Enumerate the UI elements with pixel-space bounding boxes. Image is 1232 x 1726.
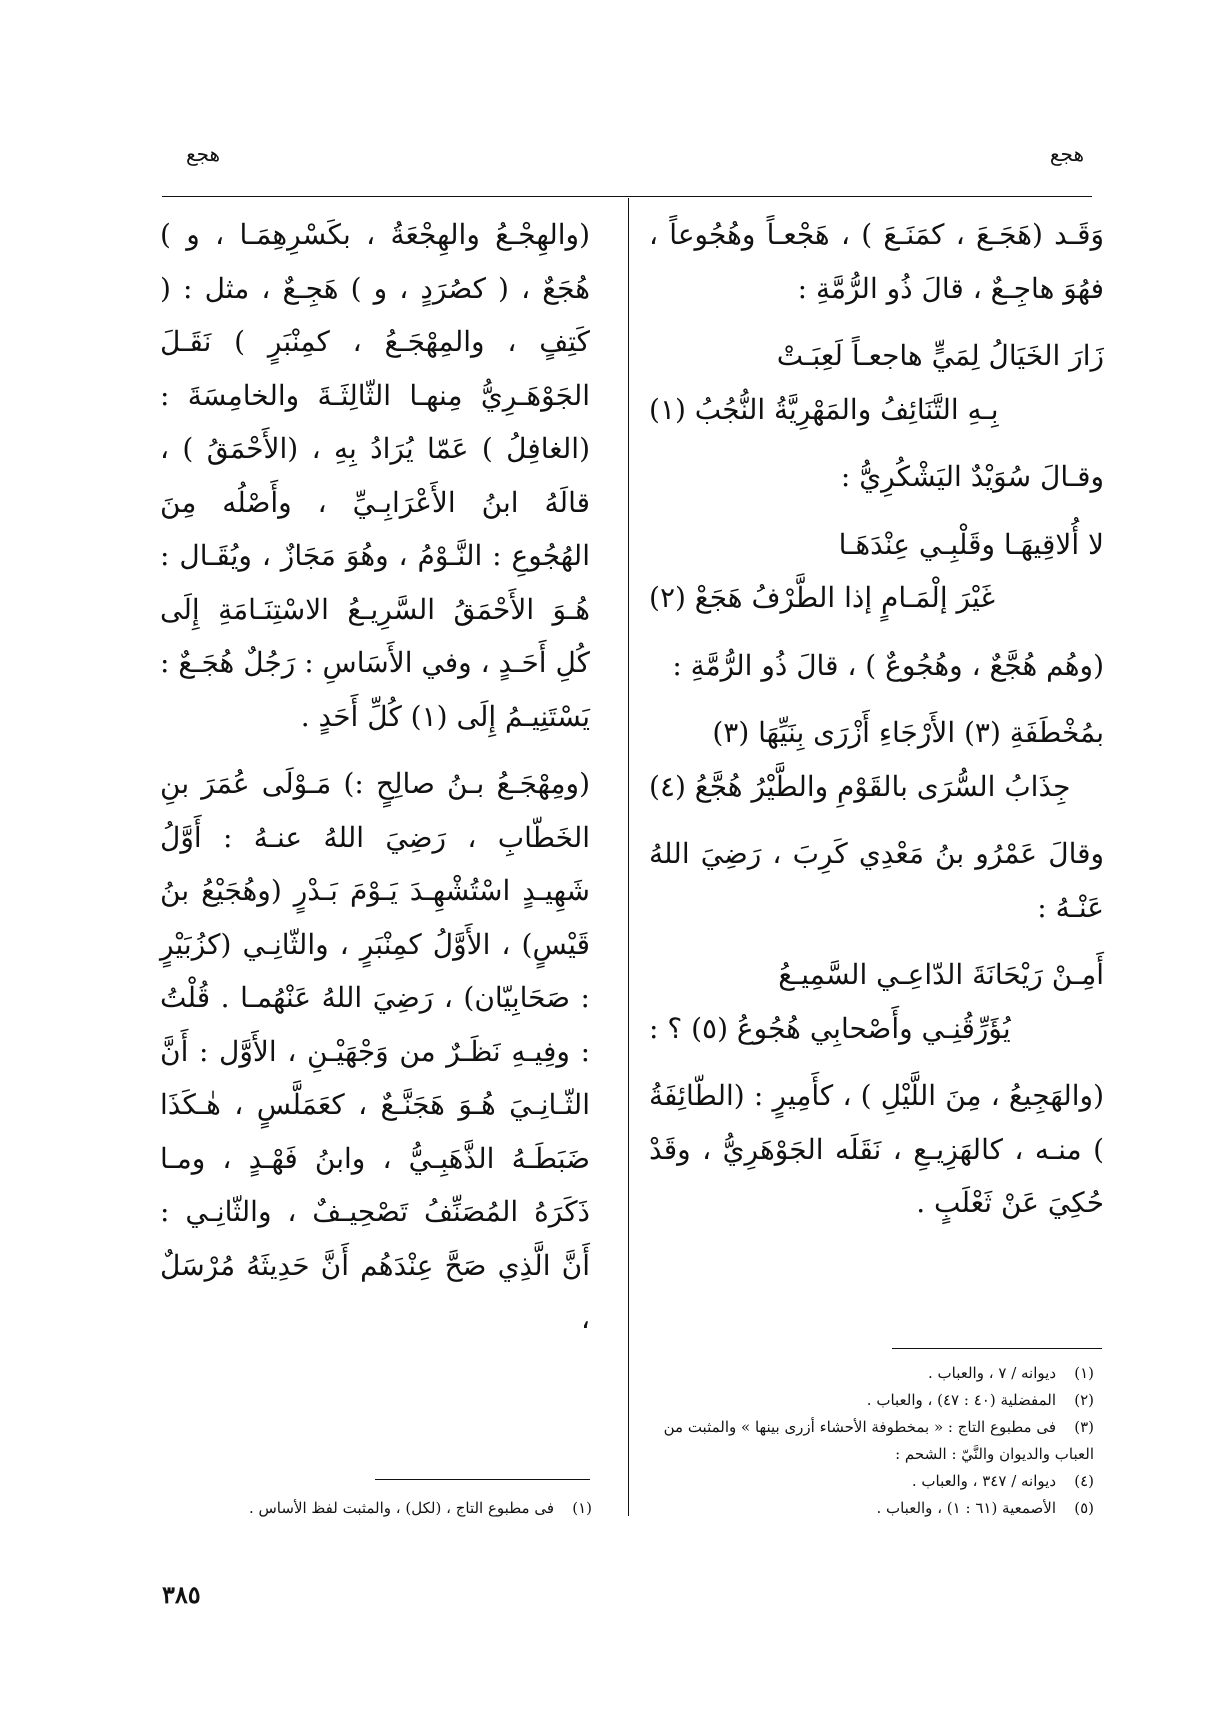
footnote-number: (٥) [1074, 1499, 1094, 1517]
running-header-left: هجع [186, 142, 221, 166]
verse [649, 706, 1104, 813]
footnote-rule [892, 1348, 1102, 1349]
verse-line: بِـهِ التَّنَائِفُ والمَهْرِيَّةُ النُّجُبُ (١) [649, 392, 999, 426]
paragraph: وقـالَ سُوَيْدٌ اليَشْكُرِيُّ : [840, 460, 1104, 493]
footnote [634, 1414, 1094, 1468]
verse-line: أَمِـنْ رَيْحَانَةَ الدّاعِـي السَّمِيـعُ [778, 958, 1104, 991]
footnote-text: الأصمعية (٦١ : ١) ، والعباب . [876, 1499, 1056, 1517]
footnote-rule [375, 1479, 590, 1480]
left-column [160, 208, 590, 1360]
footnote-number: (٣) [1074, 1418, 1094, 1436]
footnote-text: فى مطبوع التاج : « بمخطوفة الأحشاء أزرى بينها » والمثبت من العباب والديوان والنَّيّ : الشحم : [663, 1418, 1094, 1463]
footnote-text: المفضلية (٤٠ : ٤٧) ، والعباب . [866, 1391, 1056, 1409]
verse [649, 948, 1104, 1055]
footnote-text: ديوانه / ٣٤٧ ، والعباب . [911, 1472, 1056, 1490]
paragraph: وقالَ عَمْرُو بنُ مَعْدِي كَرِبَ ، رَضِيَ اللهُ عَنْـهُ : [649, 837, 1104, 924]
running-header-right: هجع [1049, 142, 1084, 166]
paragraph: (وهُم هُجَّعٌ ، وهُجُوعٌ ) ، قالَ ذُو الرُّمَّةِ : [672, 648, 1104, 682]
footnote [634, 1360, 1094, 1387]
footnote [634, 1468, 1094, 1495]
footnote-text: ديوانه / ٧ ، والعباب . [928, 1364, 1056, 1382]
paragraph: (ومِهْجَـعُ بـنُ صالِحٍ :) مَـوْلَى عُمَرَ بنِ الخَطّابِ ، رَضِيَ اللهُ عنـهُ : أَوَّلُ شَهِيـدٍ اسْتُشْهِـدَ يَـوْمَ بَـدْرٍ (وهُجَيْعُ بنُ قَيْسٍ) ، الأَوَّلُ كمِنْبَرٍ ، والثّانِـي (كزُبَيْرٍ : صَحَابِيّان) ، رَضِيَ اللهُ عَنْهُمـا . قُلْتُ : وفِيـهِ نَظَـرٌ من وَجْهَيْـنِ ، الأَوَّل : أَنَّ الثّـانِـيَ هُـوَ هَجَنَّـعٌ ، كعَمَلَّسٍ ، هٰـكَذَا ضَبَطَـهُ الذَّهَبِـيُّ ، وابنُ فَهْـدٍ ، ومـا ذَكَرَهُ المُصَنِّفُ تَصْحِيـفٌ ، والثّانِـي : أَنَّ الَّذِي صَحَّ عِنْدَهُم أَنَّ حَدِيثَهُ مُرْسَلٌ ، [160, 767, 590, 1335]
footnotes-left [160, 1495, 592, 1522]
verse-line: زَارَ الخَيَالُ لِمَيٍّ هاجعـاً لَعِبَـتْ [776, 339, 1104, 372]
verse-line: جِذَابُ السُّرَى بالقَوْمِ والطَّيْرُ هُجَّعُ (٤) [649, 769, 1071, 803]
footnote-number: (٤) [1074, 1472, 1094, 1490]
verse-line: لا أُلاقِيهَـا وقَلْبِـي عِنْدَهَـا [838, 527, 1104, 561]
footnote [160, 1495, 592, 1522]
header-rule [162, 196, 1092, 197]
paragraph: وَقَـد (هَجَـعَ ، كمَنَـعَ ) ، هَجْعـاً وهُجُوعاً ، فهُوَ هاجِـعٌ ، قالَ ذُو الرُّمَّةِ : [649, 218, 1104, 305]
verse [649, 329, 1104, 436]
footnote-number: (٢) [1074, 1391, 1094, 1409]
verse-line: يُؤَرِّقُنِـي وأَصْحابِي هُجُوعُ (٥) ؟ : [649, 1011, 1011, 1045]
column-divider [628, 198, 629, 1516]
verse [649, 518, 1104, 625]
page-number: ٣٨٥ [162, 1580, 201, 1609]
verse-line: بمُخْطَفَةِ (٣) الأَرْجَاءِ أَزْرَى بِنَيِّهَا (٣) [712, 716, 1104, 749]
paragraph: (والهَجِيعُ ، مِنَ اللَّيْلِ ) ، كأَمِيرٍ : (الطّائِفَةُ ) منـه ، كالهَزِيـعِ ، نَقَلَه الجَوْهَرِيُّ ، وقَدْ حُكِيَ عَنْ ثَعْلَبٍ . [649, 1079, 1104, 1219]
footnotes-right [634, 1360, 1094, 1522]
verse-line: غَيْرَ إلْمَـامٍ إذا الطَّرْفُ هَجَعْ (٢) [649, 581, 996, 614]
right-column [649, 208, 1104, 1244]
paragraph: (والهِجْـعُ والهِجْعَةُ ، بكَسْرِهِمَـا ، و ) هُجَعٌ ، ( كصُرَدٍ ، و ) هَجِـعٌ ، مثل : ( كَتِفٍ ، والمِهْجَـعُ ، كمِنْبَرٍ ) نَقَـلَ الجَوْهَـرِيُّ مِنهـا الثّالِثَـةَ والخامِسَةَ : (الغافِلُ ) عَمّا يُرَادُ بِهِ ، (الأَحْمَقُ ) ، قالَهُ ابنُ الأَعْرَابِـيِّ ، وأَصْلُه مِنَ الهُجُوعِ : النَّـوْمُ ، وهُوَ مَجَازٌ ، ويُقَـال : هُـوَ الأَحْمَقُ السَّرِيـعُ الاسْتِنَـامَةِ إِلَى كُلِ أَحَـدٍ ، وفي الأَسَاسِ : رَجُلٌ هُجَـعٌ : يَسْتَنِيـمُ إِلَى (١) كُلِّ أَحَدٍ . [160, 218, 590, 733]
footnote [634, 1387, 1094, 1414]
footnote-number: (١) [1074, 1364, 1094, 1382]
footnote [634, 1495, 1094, 1522]
footnote-text: فى مطبوع التاج ، (لكل) ، والمثبت لفظ الأساس . [248, 1499, 554, 1517]
footnote-number: (١) [572, 1499, 592, 1517]
